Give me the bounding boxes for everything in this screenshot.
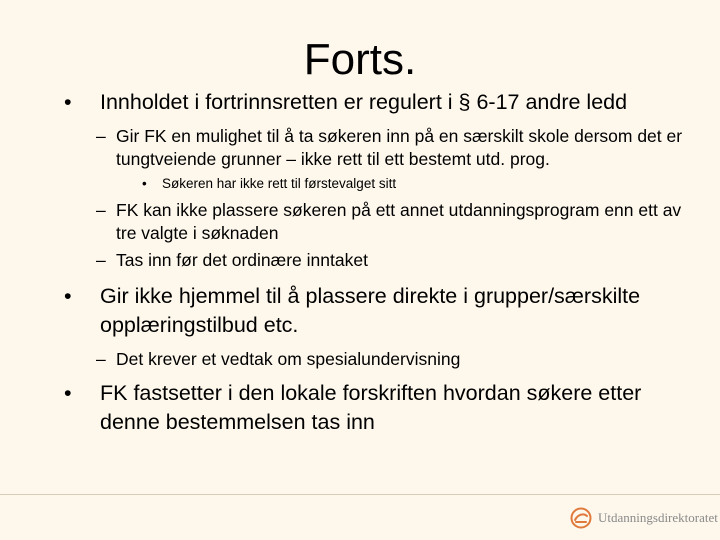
slide-title: Forts.: [303, 35, 417, 84]
bullet-text: Gir FK en mulighet til å ta søkeren inn på en særskilt skole dersom det er tungtveiende grunner – ikke rett til ett bestemt utd. prog.: [116, 126, 683, 169]
bullet-text: Gir ikke hjemmel til å plassere direkte i grupper/særskilte opplæringstilbud etc.: [100, 284, 641, 337]
bullet-text: Innholdet i fortrinnsretten er regulert i § 6-17 andre ledd: [100, 90, 628, 114]
bullet-text: FK fastsetter i den lokale forskriften hvordan søkere etter denne bestemmelsen tas inn: [100, 381, 642, 434]
bullet-level1: [64, 379, 684, 437]
bullet-level1: [64, 88, 684, 117]
bullet-level1: [64, 282, 684, 340]
bullet-marker: •: [64, 284, 72, 308]
dash-marker: –: [96, 250, 106, 270]
bullet-level2: [96, 249, 684, 272]
dash-marker: –: [96, 126, 106, 146]
footer-logo: [570, 506, 718, 530]
bullet-text: Tas inn før det ordinære inntaket: [116, 250, 368, 270]
dash-marker: –: [96, 200, 106, 220]
bullet-level2: [96, 348, 684, 371]
bullet-text: Søkeren har ikke rett til førstevalget sitt: [162, 176, 397, 191]
dash-marker: –: [96, 349, 106, 369]
bullet-level2: [96, 199, 684, 245]
bullet-marker: •: [142, 176, 147, 191]
bullet-text: FK kan ikke plassere søkeren på ett annet utdanningsprogram enn ett av tre valgte i søknaden: [116, 200, 682, 243]
bullet-text: Det krever et vedtak om spesialundervisning: [116, 349, 461, 369]
utdanningsdirektoratet-logo-icon: [570, 507, 592, 529]
bullet-level2: [96, 125, 684, 171]
slide-body: [64, 88, 684, 437]
logo-text: Utdanningsdirektoratet: [598, 510, 718, 525]
footer-divider: [0, 494, 720, 495]
bullet-level3: [142, 175, 684, 193]
bullet-marker: •: [64, 381, 72, 405]
bullet-marker: •: [64, 90, 72, 114]
